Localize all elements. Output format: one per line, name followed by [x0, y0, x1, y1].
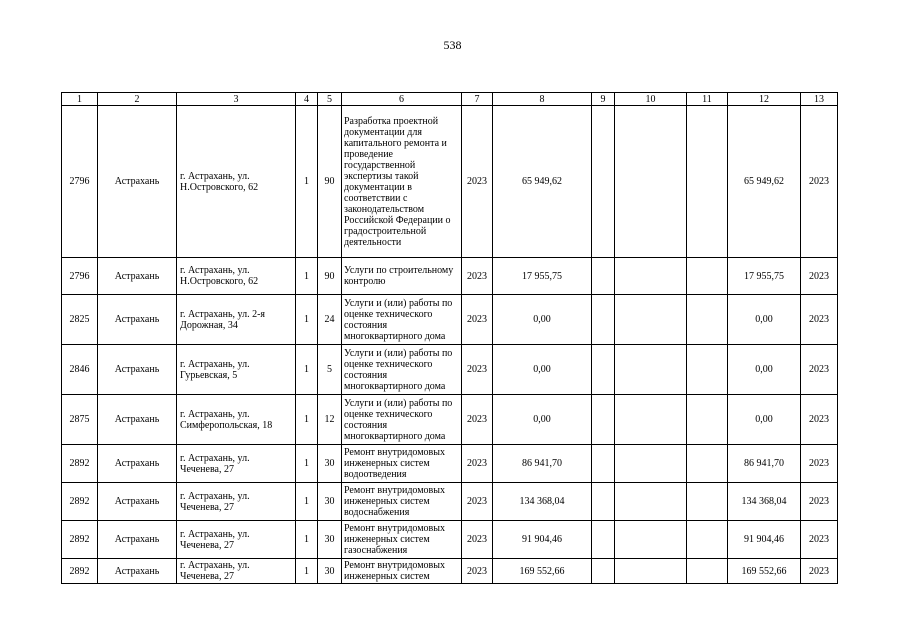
table-row: [62, 559, 838, 584]
address-cell: г. Астрахань, ул. Чеченева, 27: [177, 483, 296, 521]
col4-cell: 1: [296, 521, 318, 559]
municipality-cell: Астрахань: [98, 559, 177, 584]
year-cell: 2023: [462, 521, 493, 559]
cost-cell: 0,00: [493, 295, 592, 345]
col10-cell: [615, 106, 687, 258]
row-number: 2892: [62, 483, 98, 521]
col11-cell: [687, 395, 728, 445]
col9-cell: [592, 521, 615, 559]
municipality-cell: Астрахань: [98, 345, 177, 395]
column-header: 13: [801, 93, 838, 106]
col13-cell: 2023: [801, 559, 838, 584]
address-cell: г. Астрахань, ул. Чеченева, 27: [177, 521, 296, 559]
work-type-cell: Разработка проектной документации для капитального ремонта и проведение государственной экспертизы такой документации в соответствии с законодательством Российской Федерации о градостроительной деятельности: [342, 106, 462, 258]
year-cell: 2023: [462, 258, 493, 295]
row-number: 2892: [62, 445, 98, 483]
work-type-cell: Услуги и (или) работы по оценке технического состояния многоквартирного дома: [342, 345, 462, 395]
cost-cell: 0,00: [493, 345, 592, 395]
col5-cell: 90: [318, 106, 342, 258]
col12-cell: 91 904,46: [728, 521, 801, 559]
col4-cell: 1: [296, 483, 318, 521]
municipality-cell: Астрахань: [98, 445, 177, 483]
address-cell: г. Астрахань, ул. 2-я Дорожная, 34: [177, 295, 296, 345]
table-row: [62, 106, 838, 258]
address-cell: г. Астрахань, ул. Чеченева, 27: [177, 445, 296, 483]
column-header: 10: [615, 93, 687, 106]
col4-cell: 1: [296, 106, 318, 258]
cost-cell: 65 949,62: [493, 106, 592, 258]
table-row: [62, 258, 838, 295]
column-header: 4: [296, 93, 318, 106]
column-header: 9: [592, 93, 615, 106]
table-row: [62, 521, 838, 559]
col9-cell: [592, 345, 615, 395]
col10-cell: [615, 395, 687, 445]
col10-cell: [615, 559, 687, 584]
year-cell: 2023: [462, 445, 493, 483]
page-number: 538: [443, 38, 462, 52]
row-number: 2825: [62, 295, 98, 345]
col11-cell: [687, 559, 728, 584]
column-header: 3: [177, 93, 296, 106]
col10-cell: [615, 445, 687, 483]
address-cell: г. Астрахань, ул. Гурьевская, 5: [177, 345, 296, 395]
col5-cell: 30: [318, 559, 342, 584]
col12-cell: 17 955,75: [728, 258, 801, 295]
column-header: 7: [462, 93, 493, 106]
column-header: 6: [342, 93, 462, 106]
address-cell: г. Астрахань, ул. Н.Островского, 62: [177, 258, 296, 295]
column-header: 8: [493, 93, 592, 106]
col11-cell: [687, 295, 728, 345]
col5-cell: 30: [318, 521, 342, 559]
address-cell: г. Астрахань, ул. Н.Островского, 62: [177, 106, 296, 258]
column-number-row: [62, 93, 838, 106]
col12-cell: 0,00: [728, 395, 801, 445]
municipality-cell: Астрахань: [98, 295, 177, 345]
col9-cell: [592, 106, 615, 258]
col4-cell: 1: [296, 445, 318, 483]
col10-cell: [615, 258, 687, 295]
col11-cell: [687, 345, 728, 395]
table-row: [62, 395, 838, 445]
col12-cell: 0,00: [728, 295, 801, 345]
municipality-cell: Астрахань: [98, 106, 177, 258]
row-number: 2875: [62, 395, 98, 445]
cost-cell: 91 904,46: [493, 521, 592, 559]
col9-cell: [592, 295, 615, 345]
cost-cell: 17 955,75: [493, 258, 592, 295]
work-type-cell: Услуги и (или) работы по оценке технического состояния многоквартирного дома: [342, 395, 462, 445]
year-cell: 2023: [462, 559, 493, 584]
column-header: 11: [687, 93, 728, 106]
col5-cell: 24: [318, 295, 342, 345]
year-cell: 2023: [462, 345, 493, 395]
col9-cell: [592, 258, 615, 295]
col12-cell: 134 368,04: [728, 483, 801, 521]
table-row: [62, 295, 838, 345]
municipality-cell: Астрахань: [98, 258, 177, 295]
cost-cell: 134 368,04: [493, 483, 592, 521]
column-header: 2: [98, 93, 177, 106]
col4-cell: 1: [296, 559, 318, 584]
col13-cell: 2023: [801, 445, 838, 483]
work-type-cell: Ремонт внутридомовых инженерных систем газоснабжения: [342, 521, 462, 559]
col11-cell: [687, 258, 728, 295]
col10-cell: [615, 295, 687, 345]
col4-cell: 1: [296, 395, 318, 445]
col9-cell: [592, 445, 615, 483]
municipality-cell: Астрахань: [98, 483, 177, 521]
col13-cell: 2023: [801, 295, 838, 345]
col5-cell: 90: [318, 258, 342, 295]
col5-cell: 30: [318, 445, 342, 483]
col5-cell: 30: [318, 483, 342, 521]
work-type-cell: Ремонт внутридомовых инженерных систем водоснабжения: [342, 483, 462, 521]
address-cell: г. Астрахань, ул. Чеченева, 27: [177, 559, 296, 584]
col4-cell: 1: [296, 295, 318, 345]
col5-cell: 5: [318, 345, 342, 395]
work-type-cell: Ремонт внутридомовых инженерных систем: [342, 559, 462, 584]
address-cell: г. Астрахань, ул. Симферопольская, 18: [177, 395, 296, 445]
col4-cell: 1: [296, 345, 318, 395]
column-header: 5: [318, 93, 342, 106]
row-number: 2796: [62, 106, 98, 258]
row-number: 2892: [62, 559, 98, 584]
col13-cell: 2023: [801, 106, 838, 258]
col12-cell: 0,00: [728, 345, 801, 395]
register-table: [61, 92, 838, 584]
table-row: [62, 345, 838, 395]
column-header: 1: [62, 93, 98, 106]
year-cell: 2023: [462, 395, 493, 445]
year-cell: 2023: [462, 106, 493, 258]
column-header: 12: [728, 93, 801, 106]
col5-cell: 12: [318, 395, 342, 445]
col9-cell: [592, 483, 615, 521]
col12-cell: 169 552,66: [728, 559, 801, 584]
col4-cell: 1: [296, 258, 318, 295]
work-type-cell: Услуги по строительному контролю: [342, 258, 462, 295]
col11-cell: [687, 521, 728, 559]
table-row: [62, 445, 838, 483]
col13-cell: 2023: [801, 395, 838, 445]
table-row: [62, 483, 838, 521]
col12-cell: 86 941,70: [728, 445, 801, 483]
col10-cell: [615, 521, 687, 559]
row-number: 2796: [62, 258, 98, 295]
col13-cell: 2023: [801, 521, 838, 559]
year-cell: 2023: [462, 295, 493, 345]
col10-cell: [615, 345, 687, 395]
year-cell: 2023: [462, 483, 493, 521]
col11-cell: [687, 445, 728, 483]
col9-cell: [592, 559, 615, 584]
col13-cell: 2023: [801, 258, 838, 295]
cost-cell: 0,00: [493, 395, 592, 445]
municipality-cell: Астрахань: [98, 521, 177, 559]
row-number: 2892: [62, 521, 98, 559]
work-type-cell: Ремонт внутридомовых инженерных систем водоотведения: [342, 445, 462, 483]
col12-cell: 65 949,62: [728, 106, 801, 258]
col13-cell: 2023: [801, 345, 838, 395]
cost-cell: 86 941,70: [493, 445, 592, 483]
col11-cell: [687, 106, 728, 258]
work-type-cell: Услуги и (или) работы по оценке технического состояния многоквартирного дома: [342, 295, 462, 345]
municipality-cell: Астрахань: [98, 395, 177, 445]
col13-cell: 2023: [801, 483, 838, 521]
col9-cell: [592, 395, 615, 445]
cost-cell: 169 552,66: [493, 559, 592, 584]
col10-cell: [615, 483, 687, 521]
col11-cell: [687, 483, 728, 521]
row-number: 2846: [62, 345, 98, 395]
